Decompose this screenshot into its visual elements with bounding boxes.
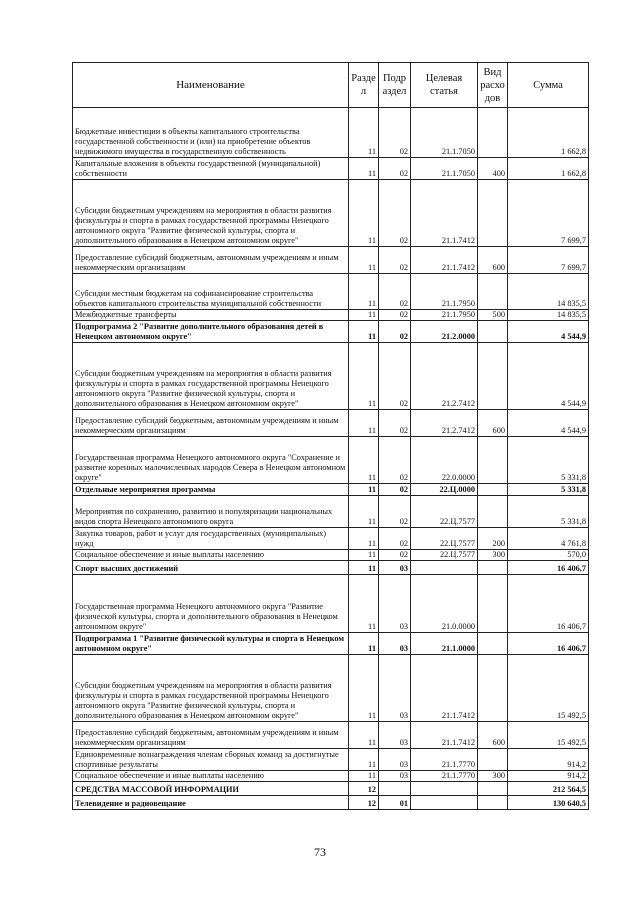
cell-name: Субсидии местным бюджетам на софинансирование строительства объектов капитального строительства муниципальной собственности (73, 274, 349, 310)
cell-sum: 16 406,7 (508, 633, 589, 655)
cell-target: 21.1.7770 (411, 749, 478, 771)
cell-type: 600 (478, 247, 508, 274)
cell-name: Субсидии бюджетным учреждениям на мероприятия в области развития физкультуры и спорта в рамках государственной программы Ненецкого автономного округа "Развитие физической культуры, спорта и дополнительного образования в Ненецком автономном округе" (73, 180, 349, 247)
cell-sum: 914,2 (508, 749, 589, 771)
cell-type: 200 (478, 528, 508, 550)
cell-type (478, 180, 508, 247)
table-row (73, 528, 589, 550)
cell-name: Государственная программа Ненецкого автономного округа "Сохранение и развитие коренных малочисленных народов Севера в Ненецком автономном округе" (73, 437, 349, 484)
cell-type: 600 (478, 410, 508, 437)
header-target: Целевая статья (411, 63, 478, 108)
table-row (73, 484, 589, 496)
cell-podrazdel: 03 (379, 722, 411, 749)
cell-name: Предоставление субсидий бюджетным, автономным учреждениям и иным некоммерческим организациям (73, 247, 349, 274)
cell-type (478, 274, 508, 310)
cell-name: СРЕДСТВА МАССОВОЙ ИНФОРМАЦИИ (73, 782, 349, 796)
header-type: Вид расхо дов (478, 63, 508, 108)
cell-podrazdel: 03 (379, 575, 411, 633)
cell-target: 21.1.7412 (411, 722, 478, 749)
table-row (73, 410, 589, 437)
cell-sum: 5 331,8 (508, 484, 589, 496)
cell-razdel: 12 (349, 782, 379, 796)
cell-sum: 16 406,7 (508, 561, 589, 575)
cell-podrazdel: 02 (379, 496, 411, 528)
cell-name: Социальное обеспечение и иные выплаты населению (73, 550, 349, 561)
cell-podrazdel: 02 (379, 310, 411, 321)
cell-podrazdel (379, 782, 411, 796)
cell-target (411, 796, 478, 810)
cell-type (478, 782, 508, 796)
cell-name: Отдельные мероприятия программы (73, 484, 349, 496)
cell-target: 21.2.0000 (411, 321, 478, 343)
cell-podrazdel: 02 (379, 437, 411, 484)
cell-target: 21.1.7412 (411, 247, 478, 274)
cell-razdel: 11 (349, 575, 379, 633)
cell-name: Бюджетные инвестиции в объекты капитального строительства государственной собственности и (или) на приобретение объектов недвижимого имущества в государственную собственность (73, 108, 349, 158)
table-row (73, 550, 589, 561)
table-row (73, 561, 589, 575)
table-row (73, 655, 589, 722)
cell-type (478, 108, 508, 158)
table-row (73, 749, 589, 771)
cell-sum: 4 761,8 (508, 528, 589, 550)
page-number: 73 (314, 845, 326, 859)
cell-razdel: 11 (349, 310, 379, 321)
cell-type (478, 749, 508, 771)
cell-target: 21.1.7050 (411, 108, 478, 158)
cell-sum: 1 662,8 (508, 108, 589, 158)
cell-podrazdel: 03 (379, 771, 411, 782)
cell-podrazdel: 02 (379, 410, 411, 437)
cell-sum: 1 662,8 (508, 158, 589, 180)
cell-razdel: 11 (349, 274, 379, 310)
table-row (73, 321, 589, 343)
header-razdel: Разде л (349, 63, 379, 108)
cell-name: Межбюджетные трансферты (73, 310, 349, 321)
cell-name: Социальное обеспечение и иные выплаты населению (73, 771, 349, 782)
cell-name: Субсидии бюджетным учреждениям на мероприятия в области развития физкультуры и спорта в рамках государственной программы Ненецкого автономного округа "Развитие физической культуры, спорта и дополнительного образования в Ненецком автономном округе" (73, 655, 349, 722)
cell-target: 22.Ц.0000 (411, 484, 478, 496)
header-sum: Сумма (508, 63, 589, 108)
table-row (73, 496, 589, 528)
cell-target (411, 561, 478, 575)
cell-podrazdel: 02 (379, 108, 411, 158)
table-row (73, 247, 589, 274)
table-row (73, 158, 589, 180)
table-row (73, 575, 589, 633)
cell-podrazdel: 02 (379, 180, 411, 247)
cell-razdel: 11 (349, 550, 379, 561)
cell-sum: 7 699,7 (508, 247, 589, 274)
cell-type (478, 321, 508, 343)
cell-razdel: 11 (349, 496, 379, 528)
cell-type (478, 655, 508, 722)
cell-type: 600 (478, 722, 508, 749)
cell-type (478, 796, 508, 810)
cell-type (478, 437, 508, 484)
cell-razdel: 11 (349, 633, 379, 655)
cell-name: Субсидии бюджетным учреждениям на мероприятия в области развития физкультуры и спорта в рамках государственной программы Ненецкого автономного округа "Развитие физической культуры, спорта и дополнительного образования в Ненецком автономном округе" (73, 343, 349, 410)
table-row (73, 310, 589, 321)
cell-type (478, 633, 508, 655)
cell-sum: 4 544,9 (508, 410, 589, 437)
cell-type (478, 561, 508, 575)
cell-sum: 15 492,5 (508, 722, 589, 749)
header-name: Наименование (73, 63, 349, 108)
cell-name: Предоставление субсидий бюджетным, автономным учреждениям и иным некоммерческим организациям (73, 410, 349, 437)
cell-target: 21.1.7950 (411, 310, 478, 321)
budget-table (72, 62, 589, 810)
cell-sum: 212 564,5 (508, 782, 589, 796)
cell-podrazdel: 02 (379, 550, 411, 561)
cell-razdel: 11 (349, 410, 379, 437)
cell-name: Спорт высших достижений (73, 561, 349, 575)
cell-target: 22.0.0000 (411, 437, 478, 484)
cell-razdel: 11 (349, 343, 379, 410)
cell-name: Единовременные вознаграждения членам сборных команд за достигнутые спортивные результаты (73, 749, 349, 771)
cell-razdel: 11 (349, 749, 379, 771)
header-podrazdel: Подр аздел (379, 63, 411, 108)
cell-podrazdel: 03 (379, 655, 411, 722)
cell-target: 21.0.0000 (411, 575, 478, 633)
table-row (73, 722, 589, 749)
cell-razdel: 11 (349, 484, 379, 496)
table-row (73, 782, 589, 796)
cell-razdel: 11 (349, 180, 379, 247)
cell-name: Телевидение и радиовещание (73, 796, 349, 810)
cell-target: 21.1.7770 (411, 771, 478, 782)
cell-target: 22.Ц.7577 (411, 496, 478, 528)
cell-podrazdel: 02 (379, 484, 411, 496)
cell-podrazdel: 02 (379, 247, 411, 274)
cell-name: Капитальные вложения в объекты государственной (муниципальной) собственности (73, 158, 349, 180)
table-row (73, 108, 589, 158)
cell-target: 21.1.7412 (411, 180, 478, 247)
cell-name: Предоставление субсидий бюджетным, автономным учреждениям и иным некоммерческим организациям (73, 722, 349, 749)
table-row (73, 796, 589, 810)
cell-target: 21.1.7412 (411, 655, 478, 722)
cell-razdel: 12 (349, 796, 379, 810)
cell-sum: 14 835,5 (508, 274, 589, 310)
cell-razdel: 11 (349, 108, 379, 158)
cell-target (411, 782, 478, 796)
cell-name: Подпрограмма 2 "Развитие дополнительного образования детей в Ненецком автономном округе" (73, 321, 349, 343)
cell-razdel: 11 (349, 321, 379, 343)
cell-name: Подпрограмма 1 "Развитие физической культуры и спорта в Ненецком автономном округе" (73, 633, 349, 655)
table-row (73, 633, 589, 655)
cell-target: 21.2.7412 (411, 410, 478, 437)
table-body (73, 108, 589, 810)
cell-target: 21.2.7412 (411, 343, 478, 410)
cell-podrazdel: 02 (379, 343, 411, 410)
cell-sum: 570,0 (508, 550, 589, 561)
cell-podrazdel: 02 (379, 528, 411, 550)
cell-sum: 914,2 (508, 771, 589, 782)
cell-sum: 15 492,5 (508, 655, 589, 722)
cell-sum: 130 640,5 (508, 796, 589, 810)
cell-razdel: 11 (349, 655, 379, 722)
cell-type (478, 496, 508, 528)
cell-podrazdel: 02 (379, 274, 411, 310)
cell-target: 22.Ц.7577 (411, 550, 478, 561)
cell-target: 21.1.0000 (411, 633, 478, 655)
cell-sum: 16 406,7 (508, 575, 589, 633)
cell-razdel: 11 (349, 722, 379, 749)
cell-name: Государственная программа Ненецкого автономного округа "Развитие физической культуры, спорта и дополнительного образования в Ненецком автономном округе" (73, 575, 349, 633)
table-row (73, 437, 589, 484)
cell-name: Закупка товаров, работ и услуг для государственных (муниципальных) нужд (73, 528, 349, 550)
table-row (73, 343, 589, 410)
cell-sum: 14 835,5 (508, 310, 589, 321)
cell-podrazdel: 02 (379, 158, 411, 180)
table-row (73, 180, 589, 247)
cell-sum: 4 544,9 (508, 343, 589, 410)
cell-razdel: 11 (349, 247, 379, 274)
cell-type: 500 (478, 310, 508, 321)
cell-type (478, 484, 508, 496)
cell-podrazdel: 02 (379, 321, 411, 343)
cell-razdel: 11 (349, 561, 379, 575)
cell-type: 300 (478, 550, 508, 561)
cell-podrazdel: 03 (379, 633, 411, 655)
table-row (73, 274, 589, 310)
table-row (73, 771, 589, 782)
cell-razdel: 11 (349, 437, 379, 484)
cell-podrazdel: 03 (379, 561, 411, 575)
cell-type: 400 (478, 158, 508, 180)
cell-sum: 4 544,9 (508, 321, 589, 343)
cell-podrazdel: 03 (379, 749, 411, 771)
table-header-row (73, 63, 589, 108)
cell-target: 22.Ц.7577 (411, 528, 478, 550)
cell-razdel: 11 (349, 158, 379, 180)
cell-type: 300 (478, 771, 508, 782)
cell-sum: 7 699,7 (508, 180, 589, 247)
cell-podrazdel: 01 (379, 796, 411, 810)
cell-target: 21.1.7050 (411, 158, 478, 180)
cell-type (478, 575, 508, 633)
cell-razdel: 11 (349, 528, 379, 550)
cell-target: 21.1.7950 (411, 274, 478, 310)
cell-sum: 5 331,8 (508, 437, 589, 484)
cell-name: Мероприятия по сохранению, развитию и популяризации национальных видов спорта Ненецкого автономного округа (73, 496, 349, 528)
cell-razdel: 11 (349, 771, 379, 782)
cell-sum: 5 331,8 (508, 496, 589, 528)
cell-type (478, 343, 508, 410)
